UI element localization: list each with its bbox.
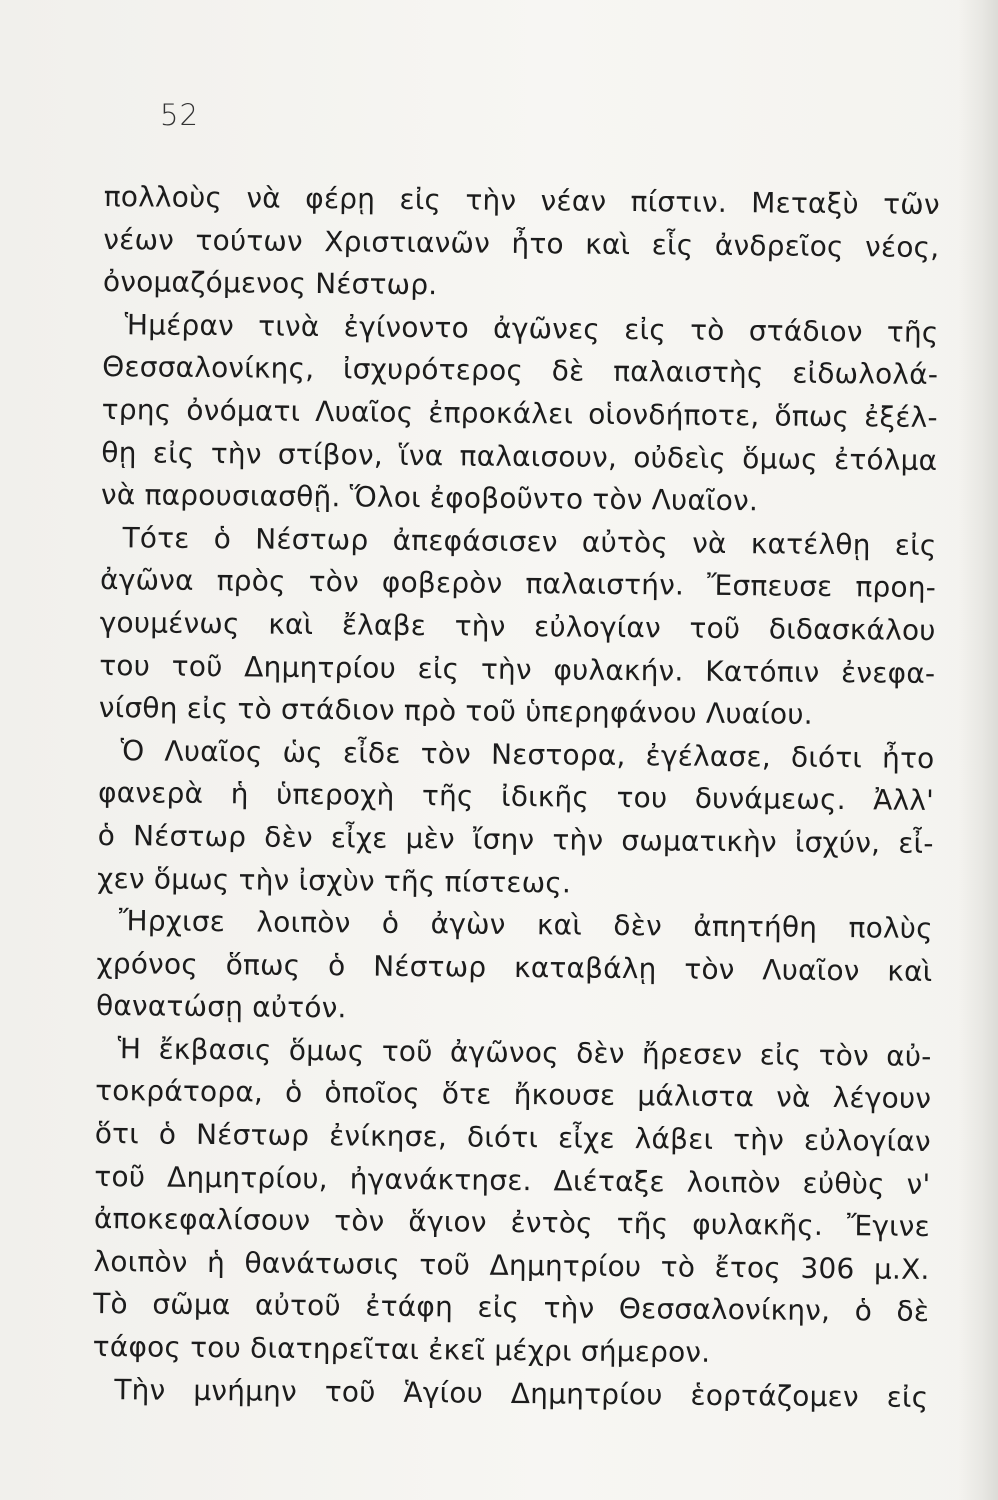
- page-number: 52: [160, 98, 199, 132]
- text-line: λοιπὸν ἡ θανάτωσις τοῦ Δημητρίου τὸ ἔτος 306 μ.Χ.: [93, 1244, 930, 1286]
- text-line: γουμένως καὶ ἔλαβε τὴν εὐλογίαν τοῦ διδασκάλου: [99, 605, 936, 647]
- page-edge-shadow: [958, 0, 998, 1500]
- text-line: τοῦ Δημητρίου, ἠγανάκτησε. Διέταξε λοιπὸν εὐθὺς ν': [94, 1159, 931, 1201]
- text-line: ἀποκεφαλίσουν τὸν ἅγιον ἐντὸς τῆς φυλακῆς. Ἔγινε: [93, 1202, 931, 1244]
- text-line: πολλοὺς νὰ φέρῃ εἰς τὴν νέαν πίστιν. Μεταξὺ τῶν: [103, 179, 940, 222]
- text-line: θῃ εἰς τὴν στίβον, ἵνα παλαισουν, οὐδεὶς ὅμως ἐτόλμα: [101, 435, 938, 477]
- text-line: του τοῦ Δημητρίου εἰς τὴν φυλακήν. Κατόπιν ἐνεφα-: [99, 648, 936, 690]
- text-line: ἀγῶνα πρὸς τὸν φοβερὸν παλαιστήν. Ἔσπευσε προη-: [99, 563, 937, 605]
- text-line: ὅτι ὁ Νέστωρ ἐνίκησε, διότι εἶχε λάβει τὴν εὐλογίαν: [94, 1117, 931, 1159]
- text-line: Τὴν μνήμην τοῦ Ἁγίου Δημητρίου ἑορτάζομεν εἰς: [114, 1372, 929, 1414]
- text-line: θανατώσῃ αὐτόν.: [95, 989, 347, 1025]
- text-line: Τὸ σῶμα αὐτοῦ ἐτάφη εἰς τὴν Θεσσαλονίκην, ὁ δὲ: [93, 1287, 930, 1329]
- text-line: φανερὰ ἡ ὑπεροχὴ τῆς ἰδικῆς του δυνάμεως. Ἀλλ': [97, 776, 935, 818]
- text-line: ὀνομαζόμενος Νέστωρ.: [102, 265, 438, 302]
- text-line: Ἤρχισε λοιπὸν ὁ ἀγὼν καὶ δὲν ἀπητήθη πολὺς: [118, 904, 933, 946]
- body-text: [92, 176, 940, 1419]
- text-line: τοκράτορα, ὁ ὁποῖος ὅτε ἤκουσε μάλιστα νὰ λέγουν: [95, 1074, 932, 1116]
- text-line: τρης ὀνόματι Λυαῖος ἐπροκάλει οἱονδήποτε, ὅπως ἐξέλ-: [101, 392, 938, 434]
- text-line: Ὁ Λυαῖος ὡς εἶδε τὸν Νεστορα, ἐγέλασε, διότι ἦτο: [120, 733, 935, 775]
- text-line: Ἡ ἔκβασις ὅμως τοῦ ἀγῶνος δὲν ἤρεσεν εἰς τὸν αὐ-: [117, 1032, 932, 1073]
- text-line: χρόνος ὅπως ὁ Νέστωρ καταβάλῃ τὸν Λυαῖον καὶ: [96, 946, 933, 988]
- text-line: Θεσσαλονίκης, ἰσχυρότερος δὲ παλαιστὴς εἰδωλολά-: [102, 350, 939, 392]
- text-line: νέων τούτων Χριστιανῶν ἦτο καὶ εἷς ἀνδρεῖος νέος,: [103, 222, 940, 264]
- text-line: νὰ παρουσιασθῇ. Ὅλοι ἐφοβοῦντο τὸν Λυαῖον.: [100, 478, 759, 518]
- text-line: Ἡμέραν τινὰ ἐγίνοντο ἀγῶνες εἰς τὸ στάδιον τῆς: [124, 307, 939, 349]
- text-line: Τότε ὁ Νέστωρ ἀπεφάσισεν αὐτὸς νὰ κατέλθῃ εἰς: [122, 520, 937, 562]
- text-line: ὁ Νέστωρ δὲν εἶχε μὲν ἴσην τὴν σωματικὴν ἰσχύν, εἶ-: [97, 818, 934, 860]
- text-line: χεν ὅμως τὴν ἰσχὺν τῆς πίστεως.: [97, 861, 572, 900]
- text-line: νίσθη εἰς τὸ στάδιον πρὸ τοῦ ὑπερηφάνου Λυαίου.: [98, 691, 814, 731]
- text-line: τάφος του διατηρεῖται ἐκεῖ μέχρι σήμερον.: [92, 1329, 711, 1369]
